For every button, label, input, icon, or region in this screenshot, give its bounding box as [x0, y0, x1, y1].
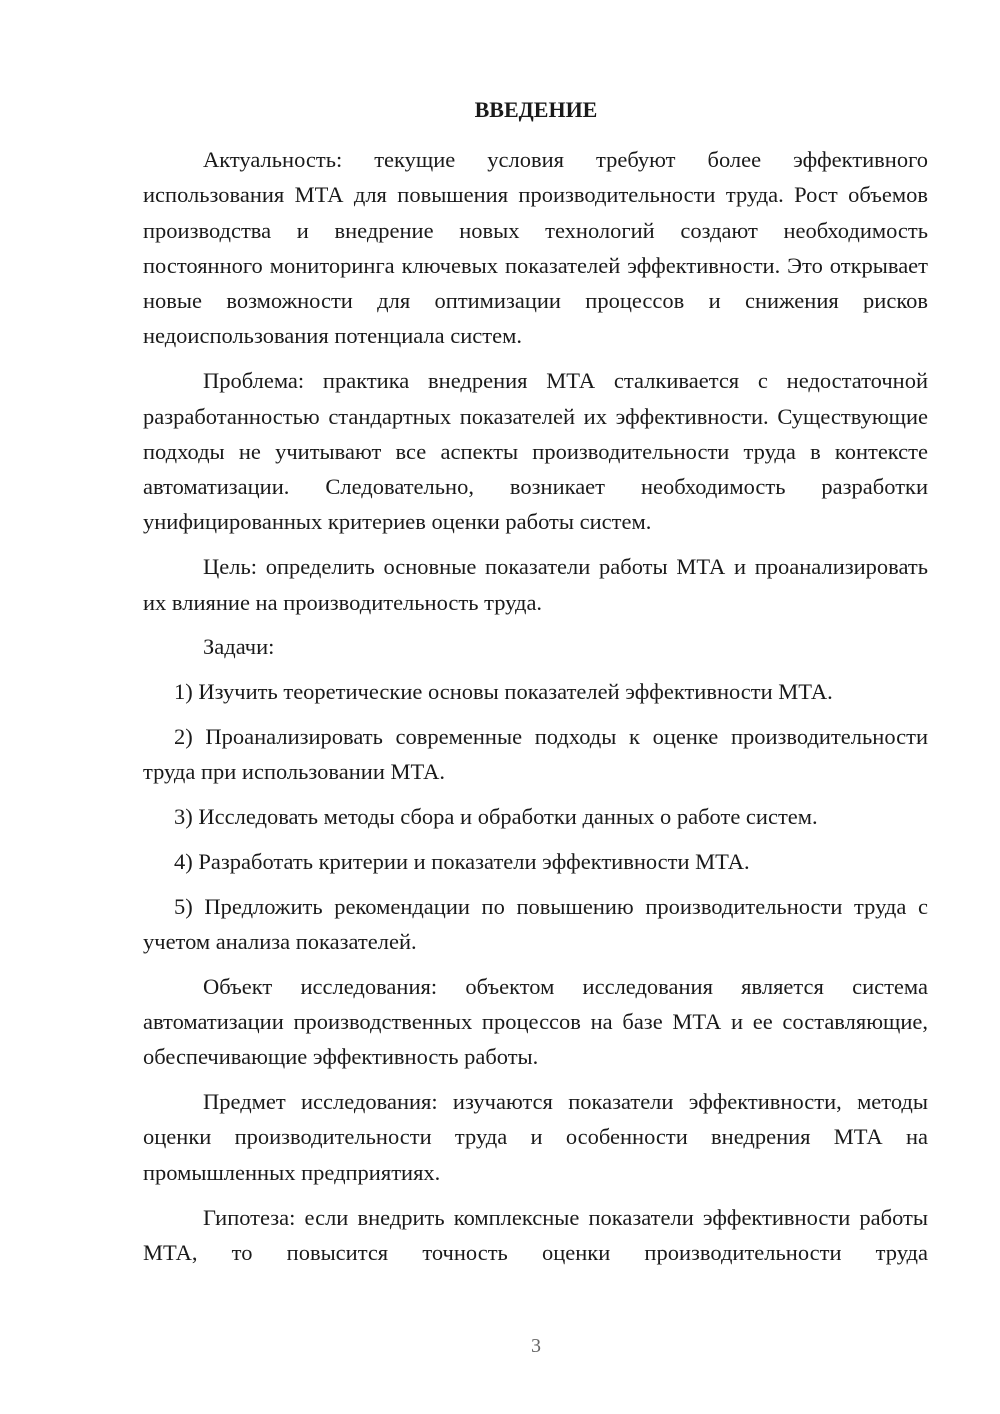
paragraph-hypothesis: Гипотеза: если внедрить комплексные показатели эффективности работы МТА, то повысится точность оценки производительности труда — [143, 1204, 928, 1265]
page-title: ВВЕДЕНИЕ — [474, 97, 598, 122]
task-item-1: 1) Изучить теоретические основы показателей эффективности МТА. — [174, 679, 833, 705]
paragraph-problem: Проблема: практика внедрения МТА сталкивается с недостаточной разработанностью стандартных показателей их эффективности. Существующие подходы не учитывают все аспекты производительности труда в контексте автоматизации. Следовательно, возникает необходимость разработки унифицированных критериев оценки работы систем. — [143, 368, 928, 535]
document-body — [143, 142, 928, 1280]
paragraph-subject: Предмет исследования: изучаются показатели эффективности, методы оценки производительности труда и особенности внедрения МТА на промышленных предприятиях. — [143, 1089, 928, 1185]
task-item-3: 3) Исследовать методы сбора и обработки данных о работе систем. — [174, 804, 818, 830]
paragraph-object: Объект исследования: объектом исследования является система автоматизации производственных процессов на базе МТА и ее составляющие, обеспечивающие эффективность работы. — [143, 973, 928, 1070]
task-item-5: 5) Предложить рекомендации по повышению производительности труда с учетом анализа показателей. — [143, 893, 928, 954]
tasks-heading: Задачи: — [203, 634, 275, 660]
paragraph-relevance: Актуальность: текущие условия требуют более эффективного использования МТА для повышения производительности труда. Рост объемов производства и внедрение новых технологий создают необходимость постоянного мониторинга ключевых показателей эффективности. Это открывает новые возможности для оптимизации процессов и снижения рисков недоиспользования потенциала систем. — [143, 147, 928, 349]
task-item-2: 2) Проанализировать современные подходы к оценке производительности труда при использовании МТА. — [143, 723, 928, 785]
task-item-4: 4) Разработать критерии и показатели эффективности МТА. — [174, 848, 750, 874]
page-number: 3 — [531, 1335, 541, 1357]
paragraph-goal: Цель: определить основные показатели работы МТА и проанализировать их влияние на производительность труда. — [143, 554, 928, 615]
